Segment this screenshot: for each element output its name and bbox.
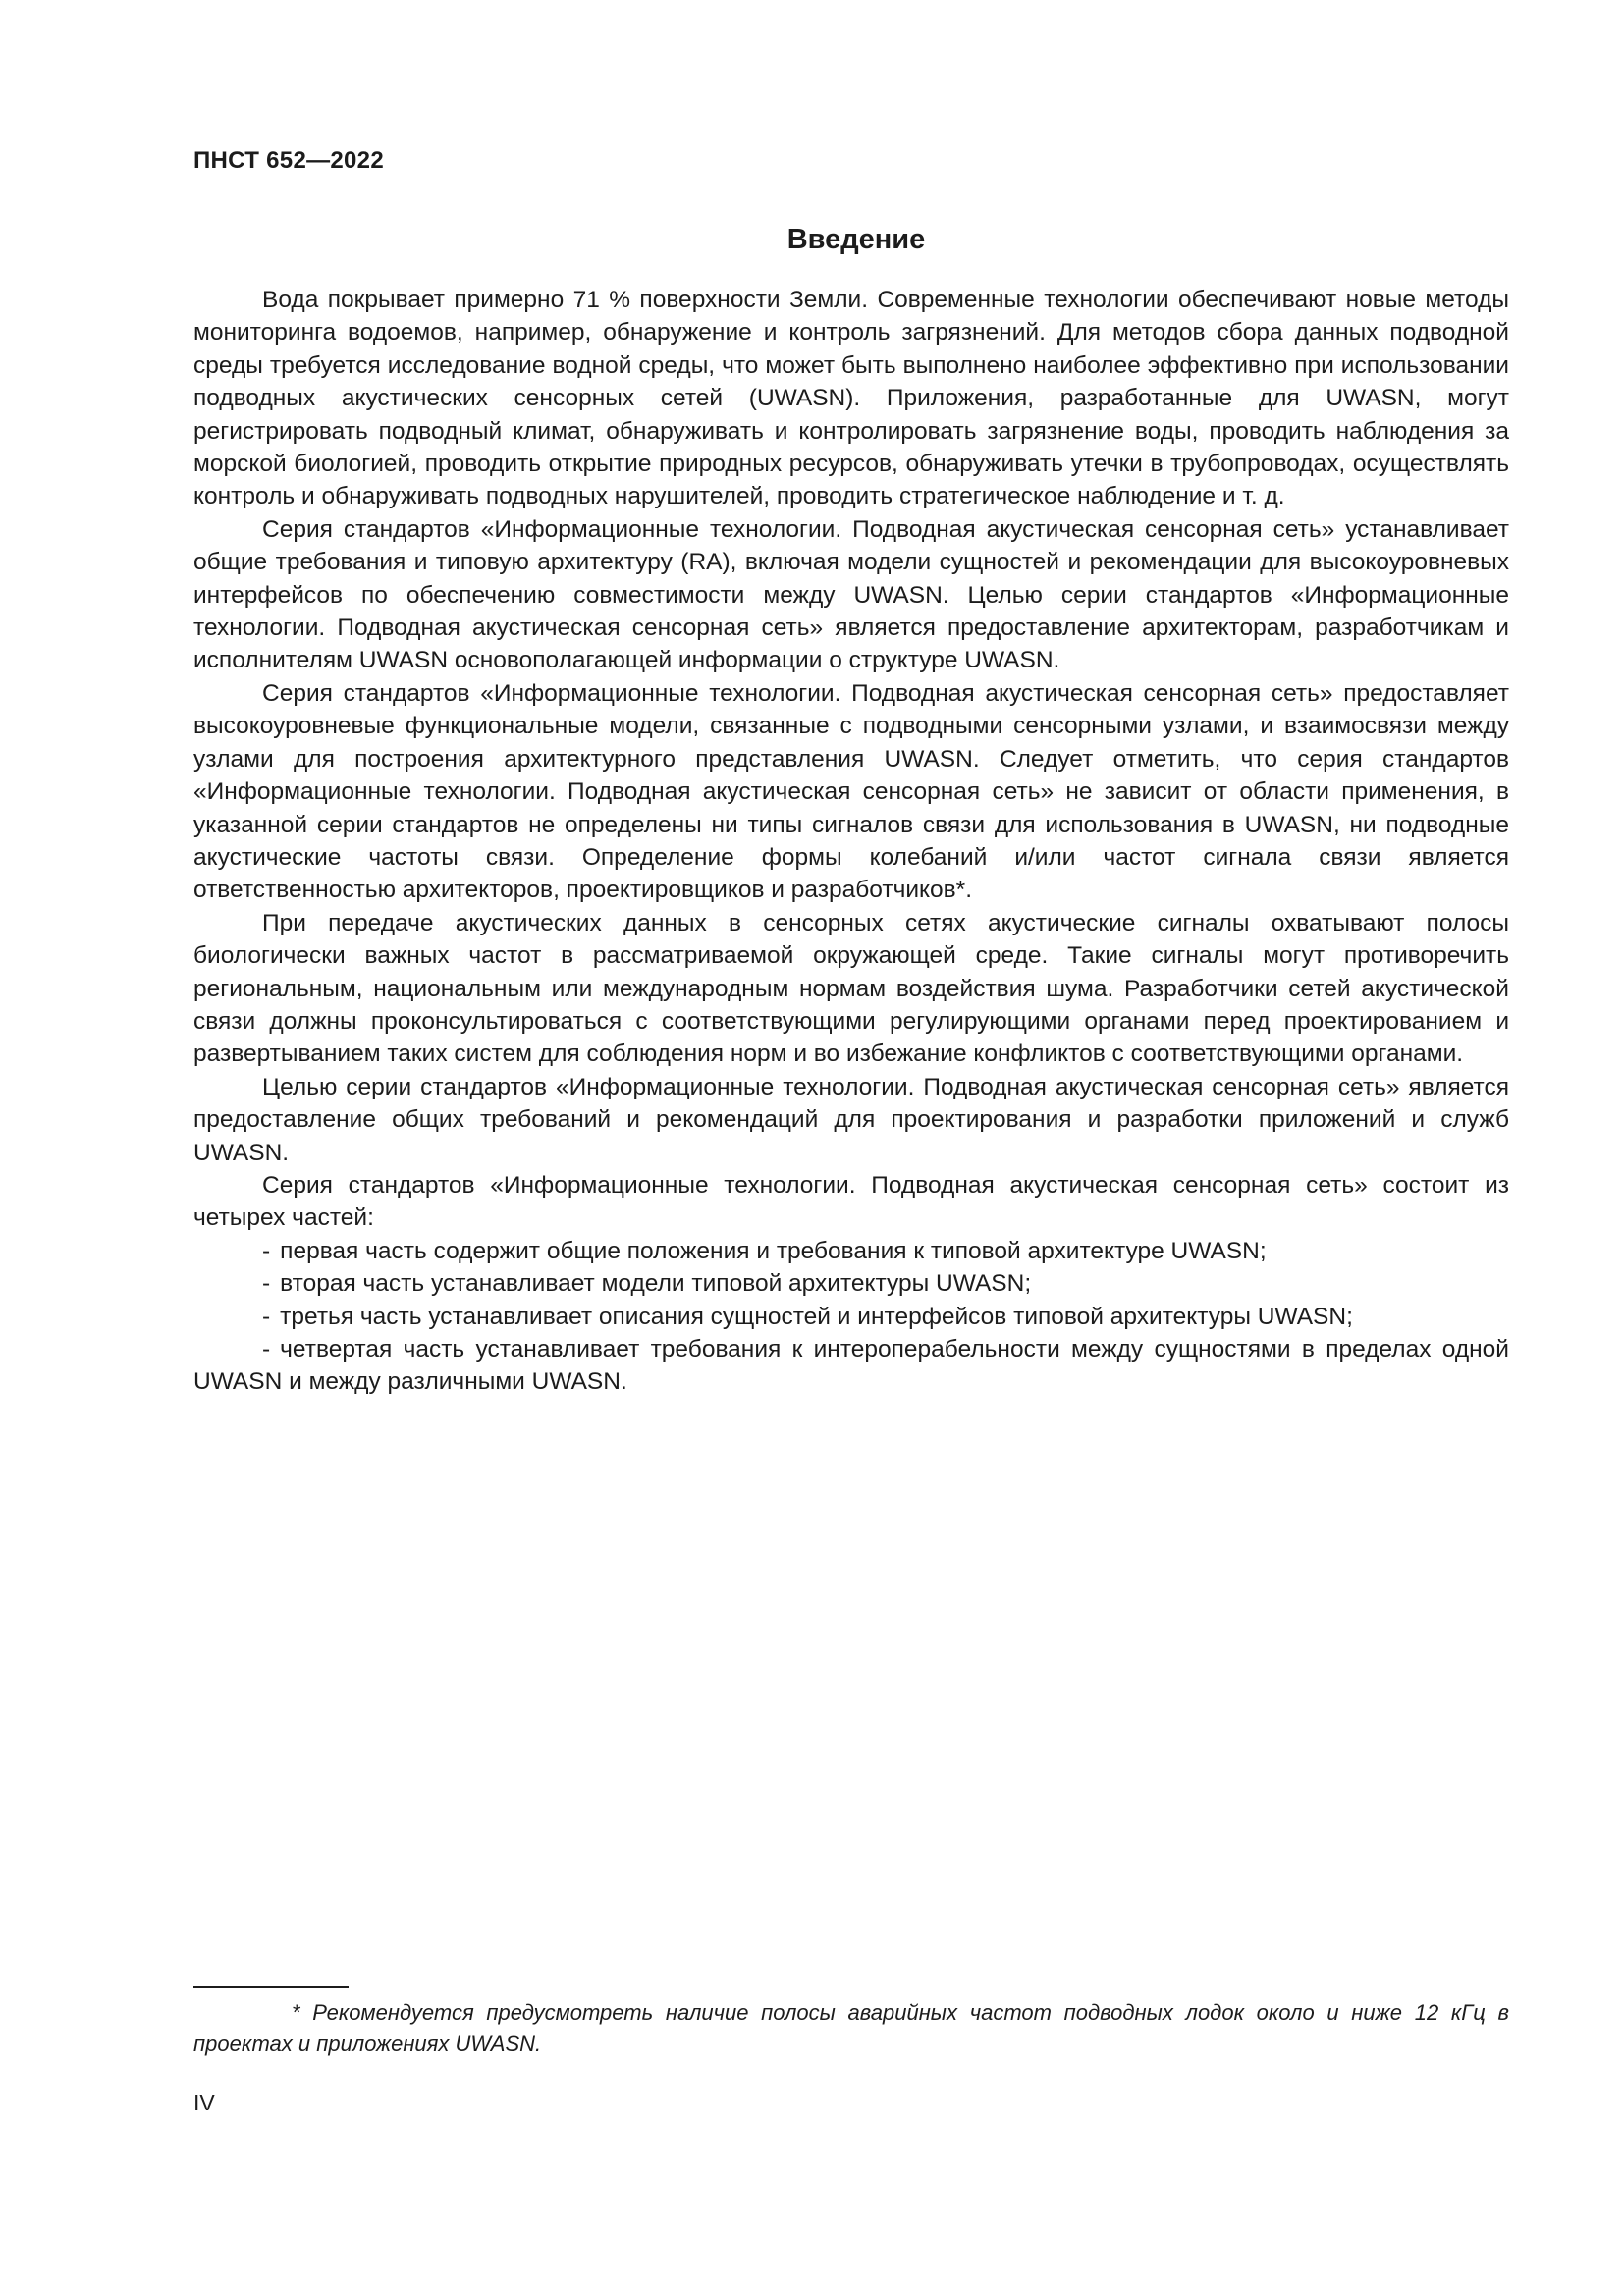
list-item	[193, 1301, 1509, 1333]
footnote-text: * Рекомендуется предусмотреть наличие полосы аварийных частот подводных лодок около и ниже 12 кГц в проектах и приложениях UWASN.	[193, 2001, 1509, 2056]
list-item-text: вторая часть устанавливает модели типовой архитектуры UWASN;	[280, 1270, 1032, 1298]
list-item	[193, 1267, 1509, 1300]
paragraph-acoustic-signals: При передаче акустических данных в сенсорных сетях акустические сигналы охватывают полосы биологически важных частот в рассматриваемой окружающей среде. Такие сигналы могут противоречить региональным, национальным или международным нормам воздействия шума. Разработчики сетей акустической связи должны проконсультироваться с соответствующими регулирующими органами перед проектированием и развертыванием таких систем для соблюдения норм и во избежание конфликтов с соответствующими органами.	[193, 909, 1509, 1068]
page-number: IV	[193, 2090, 215, 2115]
list-marker: -	[262, 1237, 271, 1264]
paragraph-functional-models: Серия стандартов «Информационные технологии. Подводная акустическая сенсорная сеть» предоставляет высокоуровневые функциональные модели, связанные с подводными сенсорными узлами, и взаимосвязи между узлами для построения архитектурного представления UWASN. Следует отметить, что серия стандартов «Информационные технологии. Подводная акустическая сенсорная сеть» не зависит от области применения, в указанной серии стандартов не определены ни типы сигналов связи для использования в UWASN, ни подводные акустические частоты связи. Определение формы колебаний и/или частот сигнала связи является ответственностью архитекторов, проектировщиков и разработчиков*.	[193, 679, 1509, 904]
parts-list	[193, 1235, 1509, 1399]
list-item-text: первая часть содержит общие положения и требования к типовой архитектуре UWASN;	[280, 1237, 1267, 1264]
paragraph-series-parts: Серия стандартов «Информационные технологии. Подводная акустическая сенсорная сеть» состоит из четырех частей:	[193, 1171, 1509, 1232]
list-item-text: третья часть устанавливает описания сущностей и интерфейсов типовой архитектуры UWASN;	[280, 1303, 1353, 1330]
document-code: ПНСТ 652—2022	[193, 147, 384, 174]
introduction-body	[193, 284, 1509, 1399]
list-item	[193, 1235, 1509, 1267]
list-marker: -	[262, 1336, 271, 1362]
list-item	[193, 1333, 1509, 1399]
paragraph-series-goal: Целью серии стандартов «Информационные технологии. Подводная акустическая сенсорная сеть» является предоставление общих требований и рекомендаций для проектирования и разработки приложений и служб UWASN.	[193, 1073, 1509, 1166]
paragraph-water-coverage: Вода покрывает примерно 71 % поверхности Земли. Современные технологии обеспечивают новые методы мониторинга водоемов, например, обнаружение и контроль загрязнений. Для методов сбора данных подводной среды требуется исследование водной среды, что может быть выполнено наиболее эффективно при использовании подводных акустических сенсорных сетей (UWASN). Приложения, разработанные для UWASN, могут регистрировать подводный климат, обнаруживать и контролировать загрязнение воды, проводить наблюдения за морской биологией, проводить открытие природных ресурсов, обнаруживать утечки в трубопроводах, осуществлять контроль и обнаруживать подводных нарушителей, проводить стратегическое наблюдение и т. д.	[193, 287, 1509, 510]
list-marker: -	[262, 1303, 271, 1330]
paragraph-series-requirements: Серия стандартов «Информационные технологии. Подводная акустическая сенсорная сеть» устанавливает общие требования и типовую архитектуру (RA), включая модели сущностей и рекомендации для высокоуровневых интерфейсов по обеспечению совместимости между UWASN. Целью серии стандартов «Информационные технологии. Подводная акустическая сенсорная сеть» является предоставление архитекторам, разработчикам и исполнителям UWASN основополагающей информации о структуре UWASN.	[193, 515, 1509, 674]
list-item-text: четвертая часть устанавливает требования к интероперабельности между сущностями в пределах одной UWASN и между различными UWASN.	[193, 1336, 1509, 1396]
footnote-divider	[193, 1986, 349, 1988]
list-marker: -	[262, 1270, 271, 1298]
section-title: Введение	[786, 224, 926, 255]
